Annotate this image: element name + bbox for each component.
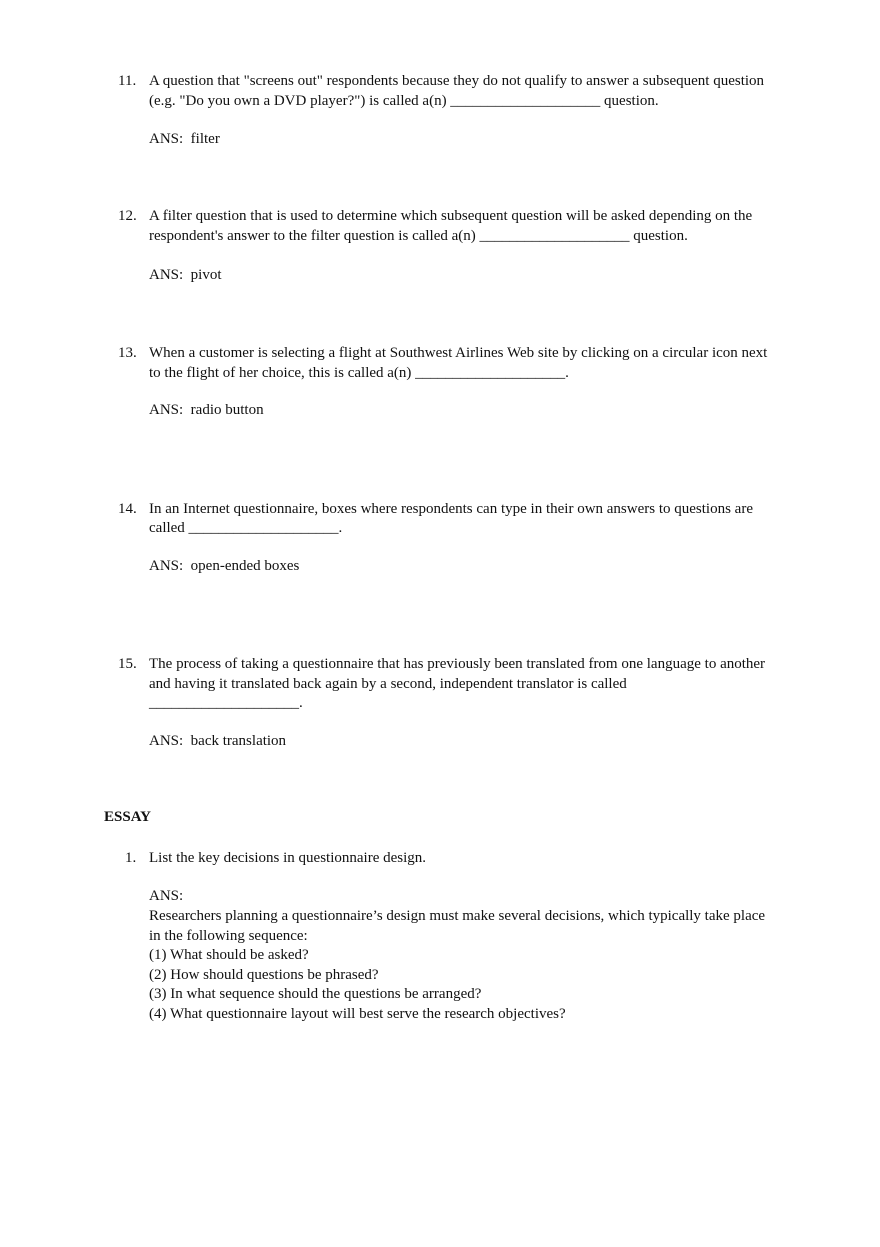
answer: ANS: radio button [149, 402, 264, 418]
question-number: 11. [118, 73, 137, 89]
answer-line: Researchers planning a questionnaire’s design must make several decisions, which typically take place [149, 908, 766, 924]
question-text: respondent's answer to the filter question is called a(n) ____________________ question. [149, 227, 688, 244]
question-text: and having it translated back again by a second, independent translator is called [149, 675, 627, 692]
question-text: to the flight of her choice, this is called a(n) ____________________. [149, 364, 569, 381]
question-text: (e.g. "Do you own a DVD player?") is called a(n) ____________________ question. [149, 92, 659, 109]
question-text: A question that "screens out" respondents because they do not qualify to answer a subsequent question [149, 73, 765, 89]
question-text: List the key decisions in questionnaire design. [149, 850, 427, 866]
question-number: 12. [118, 208, 137, 224]
question-text: called ____________________. [149, 519, 343, 536]
answer-line: (3) In what sequence should the questions be arranged? [149, 986, 482, 1002]
section-heading-essay: ESSAY [104, 809, 151, 825]
question-number: 1. [125, 850, 137, 866]
question-number: 15. [118, 656, 137, 672]
question-text: The process of taking a questionnaire that has previously been translated from one language to another [149, 656, 766, 672]
answer: ANS: back translation [149, 733, 287, 749]
question-number: 13. [118, 345, 137, 361]
answer: ANS: filter [149, 131, 220, 147]
answer-line: (2) How should questions be phrased? [149, 966, 379, 983]
question-text: A filter question that is used to determine which subsequent question will be asked depending on the [149, 208, 753, 224]
answer: ANS: pivot [149, 267, 222, 283]
question-text: In an Internet questionnaire, boxes where respondents can type in their own answers to questions are [149, 501, 753, 517]
answer-line: (1) What should be asked? [149, 947, 309, 963]
answer-line: in the following sequence: [149, 927, 308, 944]
question-number: 14. [118, 501, 137, 517]
answer-label: ANS: [149, 888, 184, 904]
question-text: ____________________. [149, 695, 303, 711]
question-text: When a customer is selecting a flight at Southwest Airlines Web site by clicking on a circular icon next [149, 345, 768, 361]
answer-line: (4) What questionnaire layout will best serve the research objectives? [149, 1005, 566, 1022]
answer: ANS: open-ended boxes [149, 558, 300, 574]
